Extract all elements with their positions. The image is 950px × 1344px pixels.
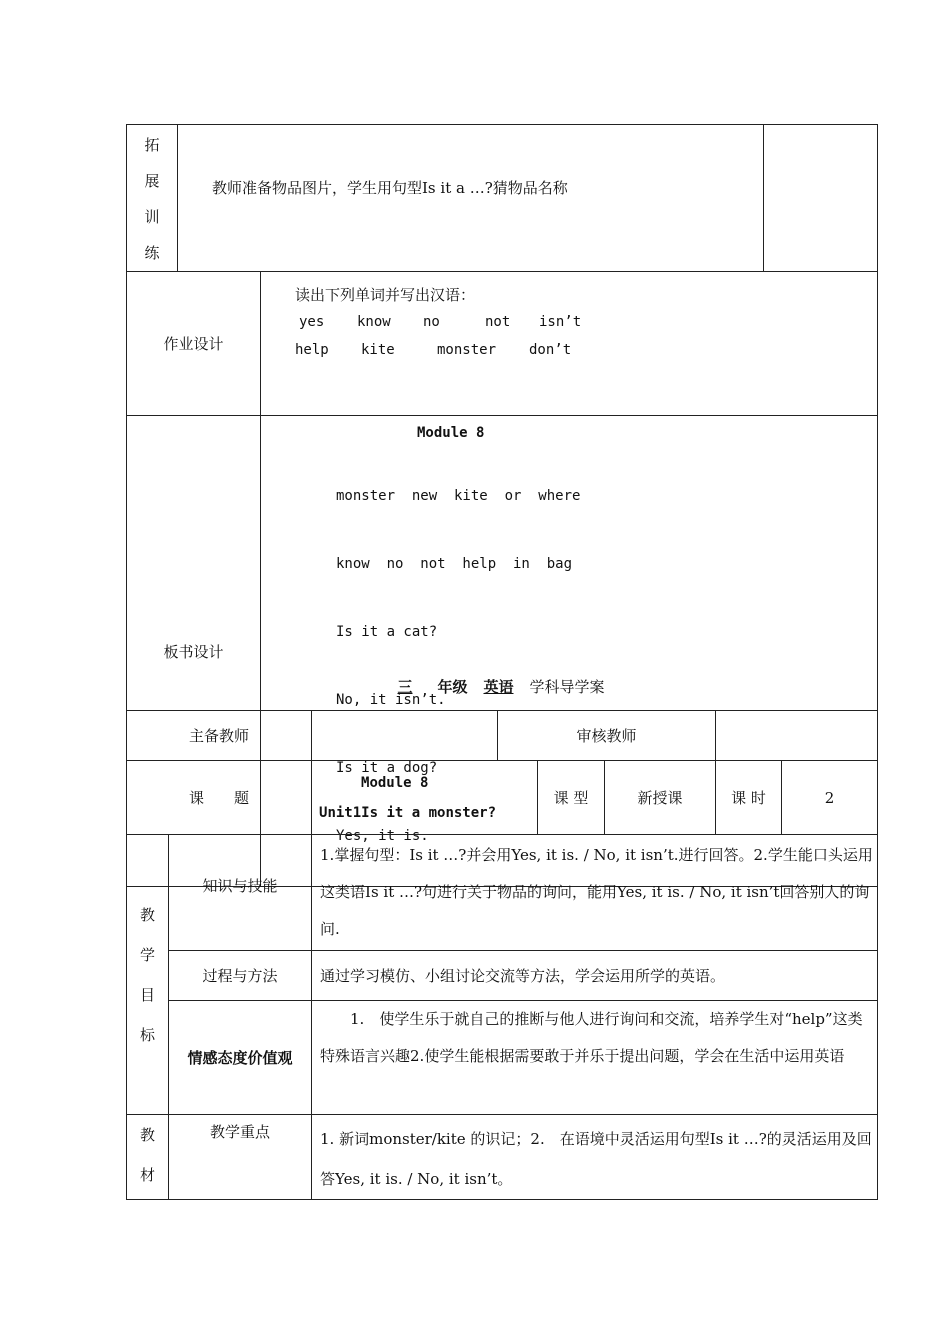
topic-row [127,761,878,835]
grade-value: 三 [397,678,413,696]
homework-words-row-1: yes know no not isn’t [299,314,582,330]
extension-label: 拓 展 训 练 [127,125,178,272]
type-label: 课 型 [538,761,605,835]
extension-content: 教师准备物品图片，学生用句型Is it a …?猜物品名称 [178,125,764,272]
process-row [127,951,878,1001]
caption-suffix: 学科导学案 [529,678,605,696]
homework-content [261,272,878,416]
board-title: Module 8 [417,425,485,441]
homework-label: 作业设计 [127,272,261,416]
board-line: Is it a dog? [336,760,438,776]
board-label: 板书设计 [127,416,261,887]
homework-row [127,272,878,416]
topic-label: 课 题 [127,761,312,835]
goals-label: 教 学 目 标 [127,835,169,1115]
board-line: monster new kite or where [336,488,581,504]
homework-instruction: 读出下列单词并写出汉语： [295,286,476,304]
emotion-text: 1. 使学生乐于就自己的推断与他人进行询问和交流，培养学生对“help”这类特殊语言兴趣2.使学生能根据需要敢于并乐于提出问题，学会在生活中运用英语 [312,1001,878,1115]
hours-value: 2 [782,761,878,835]
teachers-row [127,711,878,761]
hours-label: 课 时 [716,761,782,835]
emotion-row [127,1001,878,1115]
keypoint-label: 教学重点 [169,1115,312,1200]
reviewer-label: 审核教师 [498,711,716,761]
emotion-label: 情感态度价值观 [169,1001,312,1115]
process-label: 过程与方法 [169,951,312,1001]
process-text: 通过学习模仿、小组讨论交流等方法，学会运用所学的英语。 [312,951,878,1001]
keypoint-row [127,1115,878,1200]
reviewer-value [716,711,878,761]
extension-empty-cell [764,125,878,272]
material-label: 教 材 [127,1115,169,1200]
board-line: know no not help in bag [336,556,573,572]
extension-row [127,125,878,272]
topic-value: Module 8 Unit1Is it a monster? [312,761,538,835]
type-value: 新授课 [605,761,716,835]
board-line: No, it isn’t. [336,692,446,708]
lesson-table [126,710,878,1200]
homework-words-row-2: help kite monster don’t [295,342,572,358]
subject-value: 英语 [483,678,514,696]
board-line: Yes, it is. [336,828,429,844]
knowledge-row [127,835,878,951]
knowledge-text: 1.掌握句型：Is it …?并会用Yes, it is. / No, it isn’t.进行回答。2.学生能口头运用这类语Is it …?句进行关于物品的询问，能用Yes, it is. / No, it isn’t回答别人的询问. [312,835,878,951]
grade-suffix: 年级 [437,678,468,696]
keypoint-text: 1. 新词monster/kite 的识记；2. 在语境中灵活运用句型Is it …?的灵活运用及回答Yes, it is. / No, it isn’t。 [312,1115,878,1200]
lesson-plan-caption [126,676,876,698]
lead-teacher-label: 主备教师 [127,711,312,761]
knowledge-label: 知识与技能 [169,835,312,951]
board-line: Is it a cat? [336,624,438,640]
lead-teacher-value [312,711,498,761]
